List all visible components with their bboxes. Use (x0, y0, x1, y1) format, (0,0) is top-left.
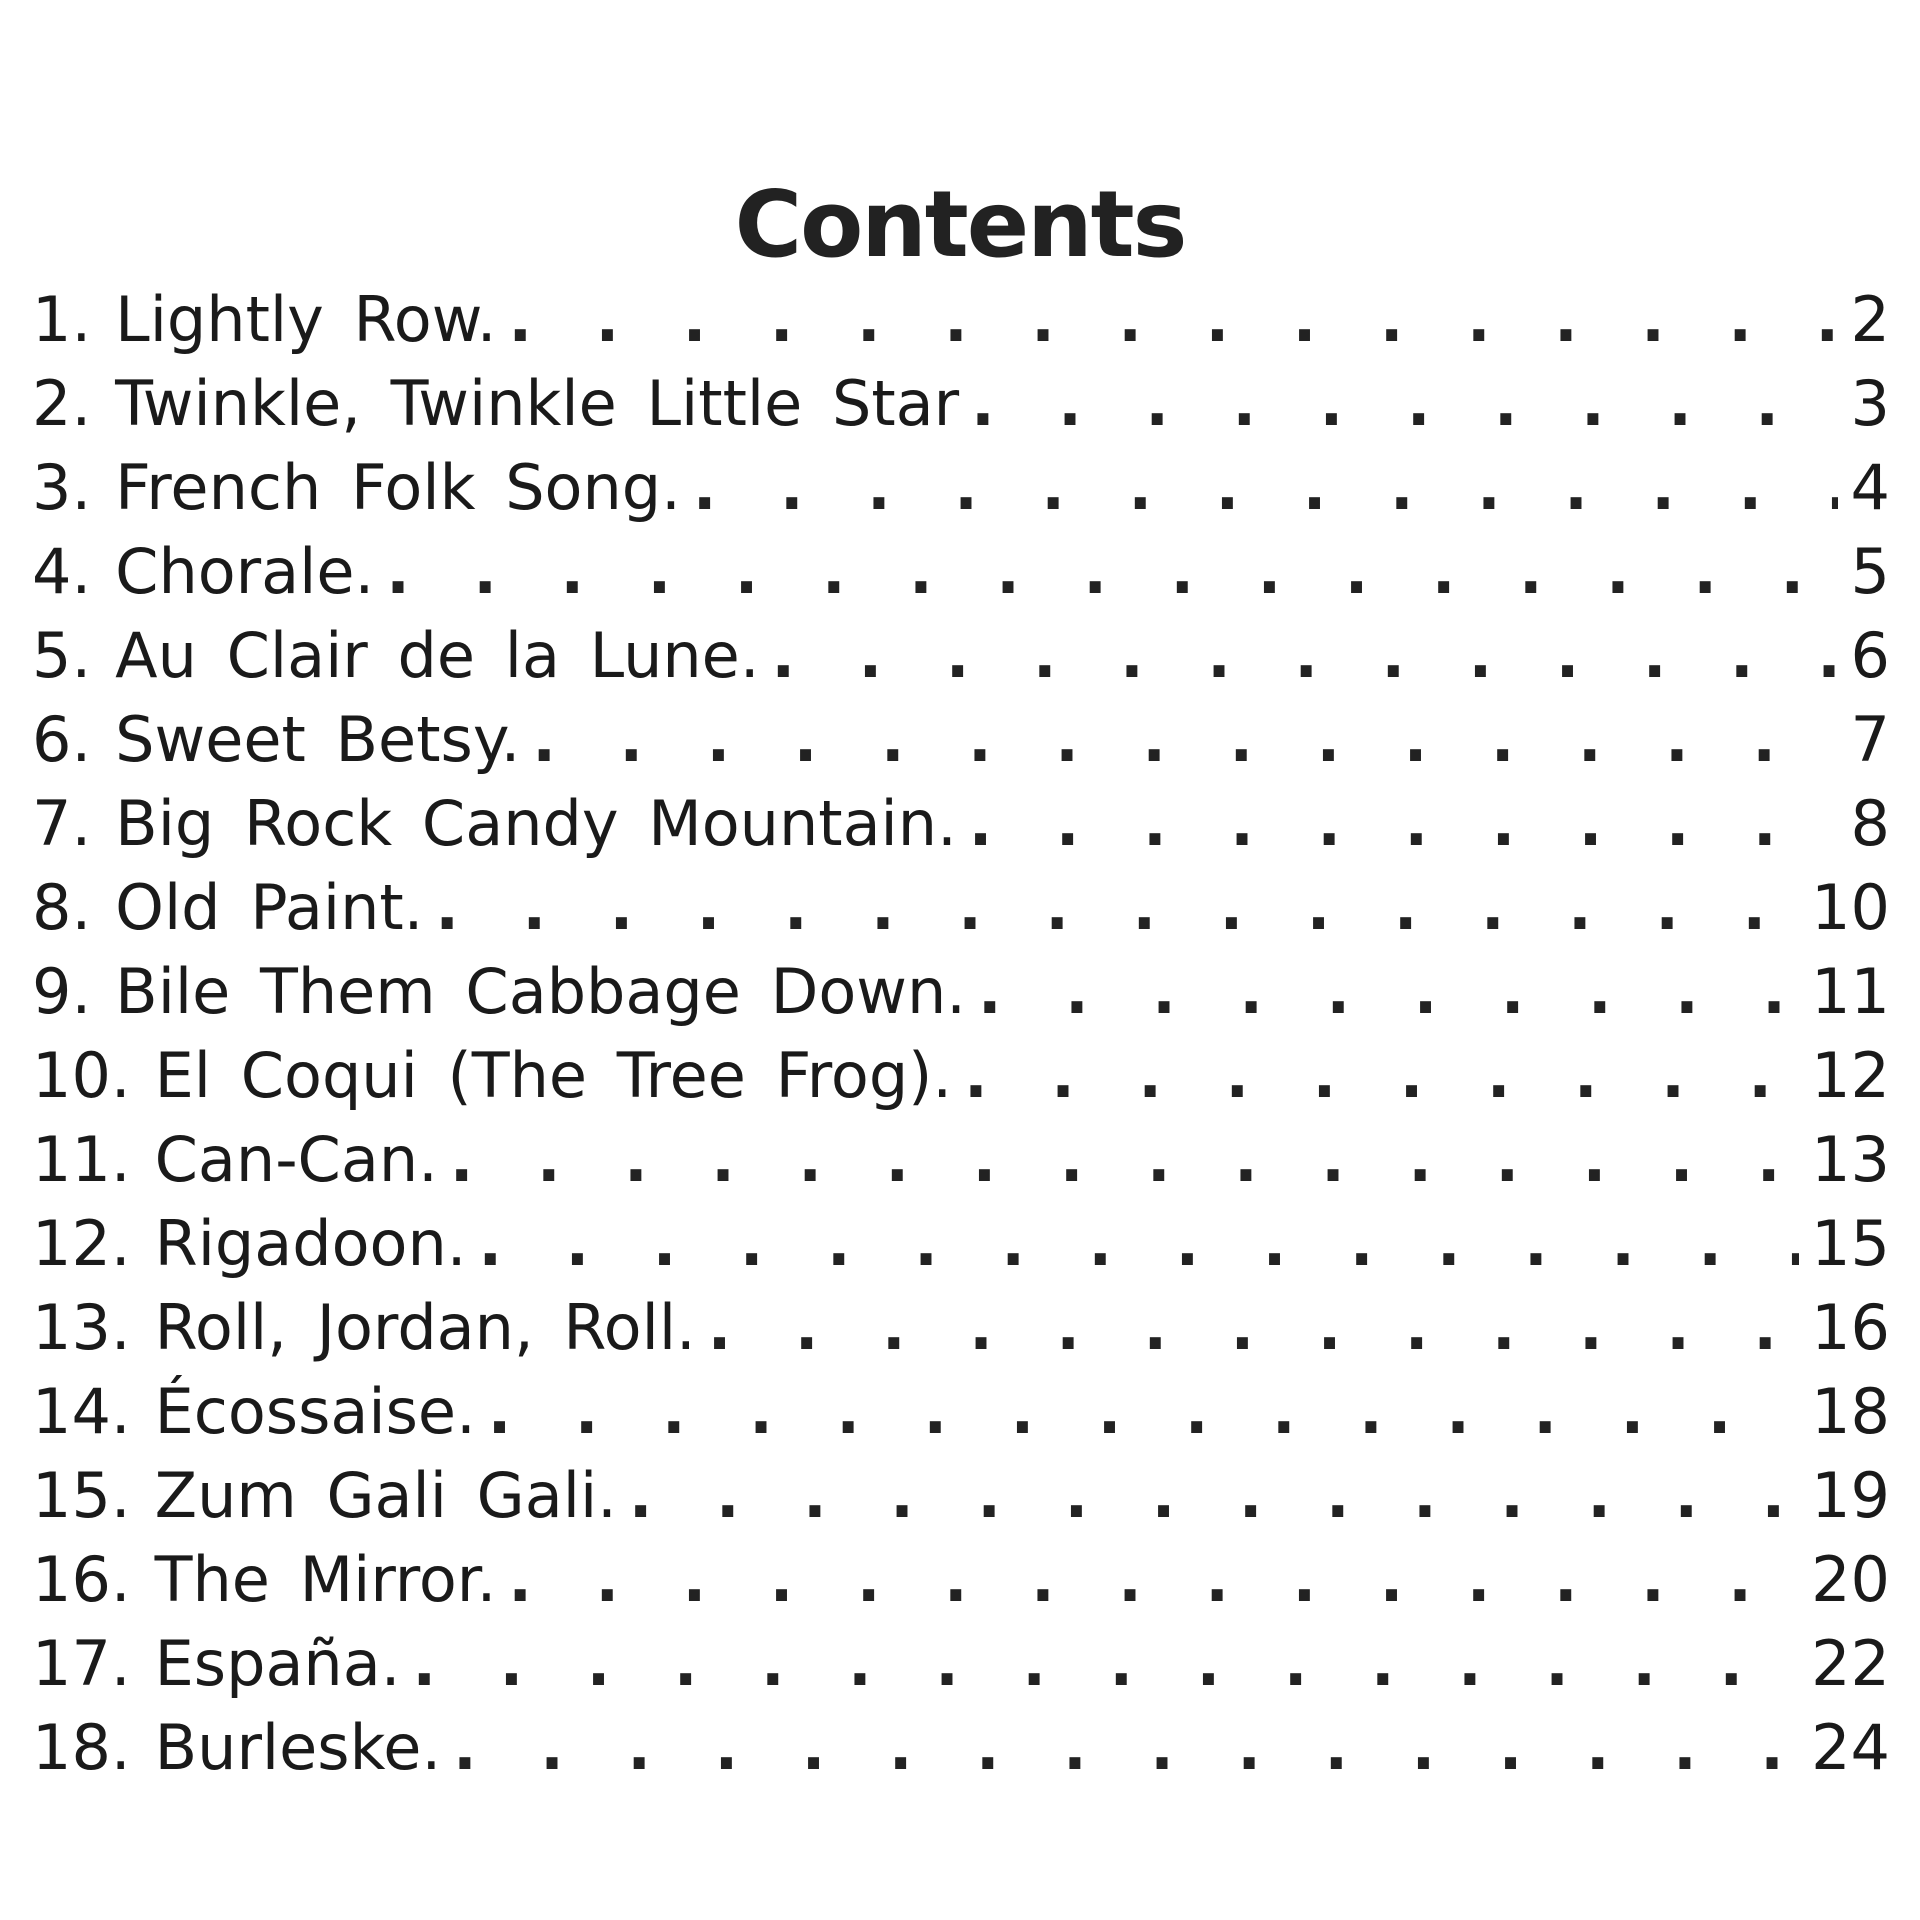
entry-page-number: 19 (1811, 1459, 1890, 1532)
contents-entry (32, 278, 1890, 362)
entry-number: 5. (32, 619, 92, 692)
contents-entry (32, 1034, 1890, 1118)
dot-leader (971, 362, 1838, 446)
entry-page-number: 16 (1811, 1291, 1890, 1364)
entry-title: Au Clair de la Lune. (115, 619, 760, 692)
dot-leader (435, 866, 1799, 950)
entry-number: 15. (32, 1459, 131, 1532)
dot-leader (708, 1286, 1799, 1370)
entry-page-number: 12 (1811, 1039, 1890, 1112)
contents-entry (32, 1454, 1890, 1538)
entry-page-number: 13 (1811, 1123, 1890, 1196)
entry-page-number: 2 (1850, 283, 1890, 356)
entry-number: 1. (32, 283, 92, 356)
entry-title: Twinkle, Twinkle Little Star (115, 367, 960, 440)
contents-entry (32, 1370, 1890, 1454)
page-title: Contents (734, 171, 1186, 278)
entry-number: 14. (32, 1375, 131, 1448)
entry-number: 7. (32, 787, 92, 860)
entry-page-number: 8 (1850, 787, 1890, 860)
entry-title: Big Rock Candy Mountain. (115, 787, 957, 860)
contents-list (32, 278, 1890, 1790)
dot-leader (978, 950, 1799, 1034)
dot-leader (508, 1538, 1799, 1622)
entry-page-number: 10 (1811, 871, 1890, 944)
dot-leader (964, 1034, 1799, 1118)
entry-page-number: 5 (1850, 535, 1890, 608)
entry-title: Can-Can. (154, 1123, 438, 1196)
dot-leader (772, 614, 1838, 698)
entry-number: 18. (32, 1711, 131, 1784)
entry-number: 9. (32, 955, 92, 1028)
dot-leader (479, 1202, 1800, 1286)
entry-title: Chorale. (115, 535, 375, 608)
entry-page-number: 22 (1811, 1627, 1890, 1700)
contents-entry (32, 950, 1890, 1034)
entry-number: 8. (32, 871, 92, 944)
contents-entry (32, 782, 1890, 866)
entry-page-number: 20 (1811, 1543, 1890, 1616)
entry-title: Écossaise. (154, 1375, 476, 1448)
contents-entry (32, 1202, 1890, 1286)
dot-leader (969, 782, 1838, 866)
entry-page-number: 18 (1811, 1375, 1890, 1448)
entry-title: French Folk Song. (115, 451, 681, 524)
entry-number: 12. (32, 1207, 131, 1280)
entry-title: Sweet Betsy. (115, 703, 521, 776)
entry-page-number: 7 (1850, 703, 1890, 776)
entry-number: 13. (32, 1291, 131, 1364)
entry-number: 11. (32, 1123, 131, 1196)
entry-number: 2. (32, 367, 92, 440)
contents-entry (32, 1622, 1890, 1706)
contents-entry (32, 614, 1890, 698)
contents-entry (32, 1118, 1890, 1202)
entry-page-number: 3 (1850, 367, 1890, 440)
entry-page-number: 15 (1811, 1207, 1890, 1280)
entry-number: 3. (32, 451, 92, 524)
entry-title: Old Paint. (115, 871, 424, 944)
entry-number: 4. (32, 535, 92, 608)
contents-entry (32, 530, 1890, 614)
entry-number: 17. (32, 1627, 131, 1700)
entry-title: Burleske. (154, 1711, 442, 1784)
contents-entry (32, 1286, 1890, 1370)
entry-page-number: 6 (1850, 619, 1890, 692)
contents-entry (32, 446, 1890, 530)
dot-leader (629, 1454, 1799, 1538)
dot-leader (453, 1706, 1799, 1790)
dot-leader (693, 446, 1838, 530)
dot-leader (386, 530, 1838, 614)
entry-title: Lightly Row. (115, 283, 497, 356)
entry-page-number: 24 (1811, 1711, 1890, 1784)
dot-leader (532, 698, 1838, 782)
dot-leader (508, 278, 1838, 362)
entry-title: Rigadoon. (154, 1207, 467, 1280)
entry-title: Bile Them Cabbage Down. (115, 955, 966, 1028)
entry-number: 6. (32, 703, 92, 776)
dot-leader (412, 1622, 1799, 1706)
contents-entry (32, 1706, 1890, 1790)
contents-entry (32, 866, 1890, 950)
contents-entry (32, 698, 1890, 782)
entry-title: Zum Gali Gali. (154, 1459, 617, 1532)
entry-number: 10. (32, 1039, 131, 1112)
entry-title: España. (154, 1627, 401, 1700)
contents-entry (32, 362, 1890, 446)
entry-title: El Coqui (The Tree Frog). (154, 1039, 953, 1112)
entry-title: The Mirror. (154, 1543, 497, 1616)
dot-leader (450, 1118, 1799, 1202)
entry-title: Roll, Jordan, Roll. (154, 1291, 696, 1364)
dot-leader (488, 1370, 1799, 1454)
contents-entry (32, 1538, 1890, 1622)
entry-number: 16. (32, 1543, 131, 1616)
entry-page-number: 11 (1811, 955, 1890, 1028)
entry-page-number: 4 (1850, 451, 1890, 524)
